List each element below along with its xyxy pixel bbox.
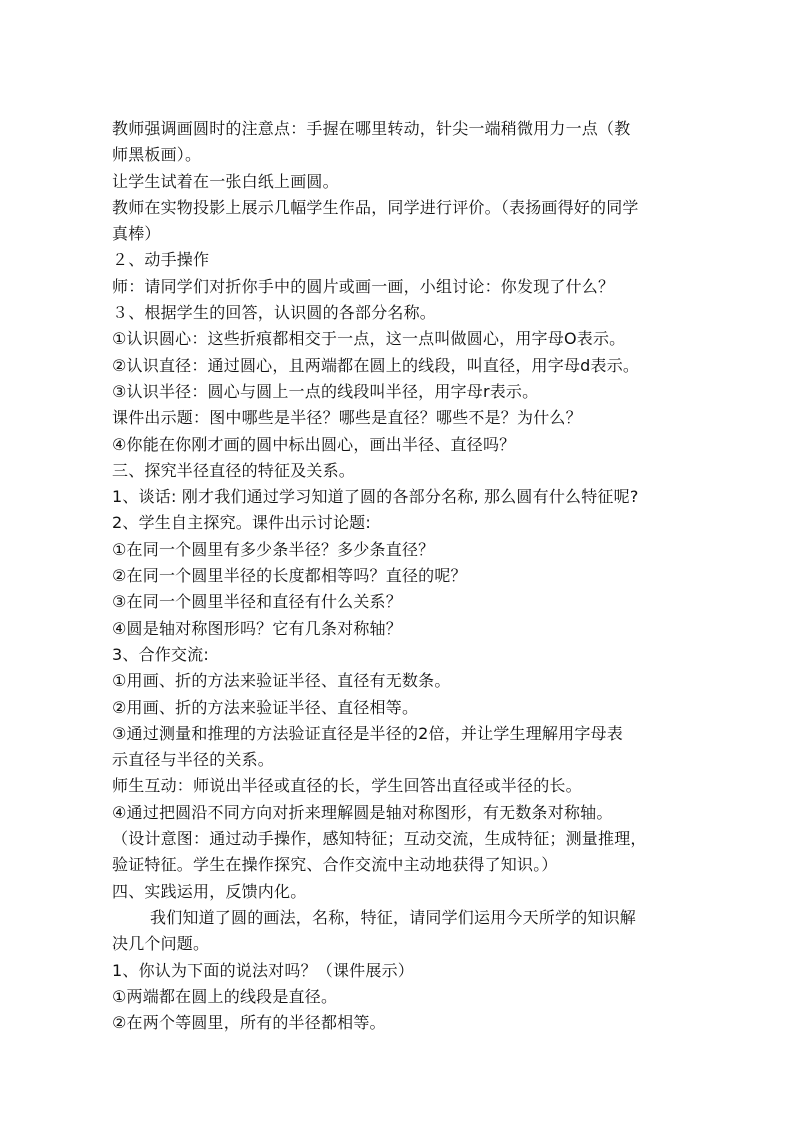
section-heading: 1、你认为下面的说法对吗？（课件展示）	[112, 960, 414, 980]
paragraph-line: 示直径与半径的关系。	[112, 750, 275, 770]
paragraph-line: 我们知道了圆的画法，名称，特征，请同学们运用今天所学的知识解	[150, 907, 637, 927]
paragraph-line: 验证特征。学生在操作探究、合作交流中主动地获得了知识。）	[112, 855, 558, 875]
list-item: ④通过把圆沿不同方向对折来理解圆是轴对称图形，有无数条对称轴。	[112, 802, 613, 822]
list-item: ②用画、折的方法来验证半径、直径相等。	[112, 697, 419, 717]
paragraph-line: 让学生试着在一张白纸上画圆。	[112, 171, 339, 191]
list-item: ②认识直径：通过圆心，且两端都在圆上的线段，叫直径，用字母d表示。	[112, 355, 640, 375]
paragraph-line: 教师在实物投影上展示几幅学生作品，同学进行评价。（表扬画得好的同学	[112, 197, 639, 217]
paragraph-line: 师：请同学们对折你手中的圆片或画一画，小组讨论：你发现了什么？	[112, 276, 615, 296]
paragraph-line: 师黑板画）。	[112, 145, 202, 165]
section-heading: ２、动手操作	[112, 250, 210, 270]
list-item: ①两端都在圆上的线段是直径。	[112, 986, 338, 1006]
paragraph-line: 师生互动：师说出半径或直径的长，学生回答出直径或半径的长。	[112, 776, 582, 796]
paragraph-line: 课件出示题：图中哪些是半径？哪些是直径？哪些不是？为什么？	[112, 408, 582, 428]
paragraph-line: （设计意图：通过动手操作，感知特征；互动交流，生成特征；测量推理，	[112, 829, 647, 849]
list-item: ③在同一个圆里半径和直径有什么关系？	[112, 592, 402, 612]
section-heading: ３、根据学生的回答，认识圆的各部分名称。	[112, 303, 437, 323]
list-item: ①用画、折的方法来验证半径、直径有无数条。	[112, 671, 451, 691]
list-item: ①认识圆心：这些折痕都相交于一点，这一点叫做圆心，用字母O表示。	[112, 329, 626, 349]
list-item: ②在同一个圆里半径的长度都相等吗？直径的呢？	[112, 566, 467, 586]
section-heading: 三、探究半径直径的特征及关系。	[112, 460, 356, 480]
paragraph-line: 决几个问题。	[112, 934, 210, 954]
paragraph-line: 2、学生自主探究。课件出示讨论题:	[112, 513, 371, 533]
paragraph-line: 真棒）	[112, 224, 161, 244]
list-item: ④你能在你刚才画的圆中标出圆心，画出半径、直径吗？	[112, 434, 516, 454]
list-item: ④圆是轴对称图形吗？它有几条对称轴？	[112, 618, 402, 638]
section-heading: 3、合作交流:	[112, 644, 209, 664]
list-item: ②在两个等圆里，所有的半径都相等。	[112, 1013, 386, 1033]
paragraph-line: 1、谈话: 刚才我们通过学习知道了圆的各部分名称, 那么圆有什么特征呢?	[112, 487, 639, 507]
paragraph-line: 教师强调画圆时的注意点：手握在哪里转动，针尖一端稍微用力一点（教	[112, 119, 631, 138]
list-item: ③通过测量和推理的方法验证直径是半径的2倍，并让学生理解用字母表	[112, 723, 623, 743]
list-item: ①在同一个圆里有多少条半径？多少条直径？	[112, 539, 435, 559]
section-heading: 四、实践运用，反馈内化。	[112, 881, 307, 901]
list-item: ③认识半径：圆心与圆上一点的线段叫半径，用字母r表示。	[112, 381, 539, 401]
document-body	[112, 116, 724, 1036]
